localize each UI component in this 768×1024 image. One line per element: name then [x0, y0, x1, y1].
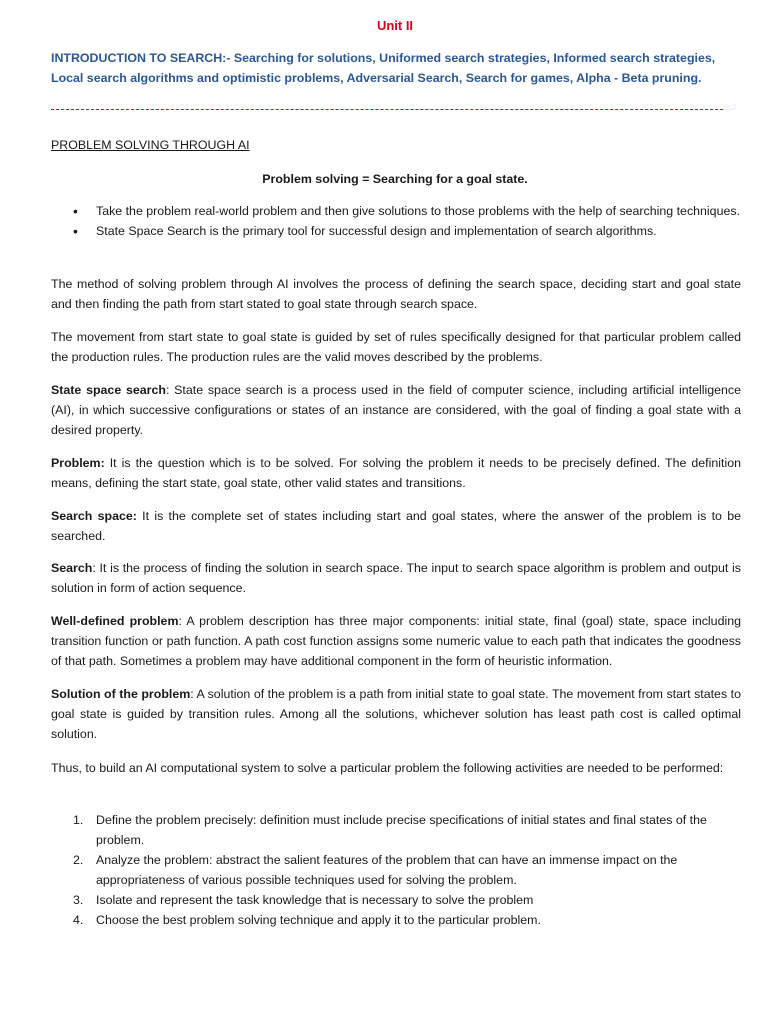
definition-search: : It is the process of finding the solution in search space. The input to search space algorithm is problem and output is solution in form of action sequence.	[51, 561, 741, 595]
paragraph-solution	[51, 684, 741, 744]
paragraph-state-space	[51, 380, 741, 440]
term-well-defined: Well-defined problem	[51, 614, 179, 628]
paragraph-search-space	[51, 506, 741, 546]
definition-solution: : A solution of the problem is a path from initial state to goal state. The movement from start states to goal state is guided by transition rules. Among all the solutions, whichever solution has least path cost is called optimal solution.	[51, 687, 741, 741]
term-search: Search	[51, 561, 93, 575]
list-item	[51, 890, 741, 910]
step-text: Define the problem precisely: definition must include precise specifications of initial states and final states of the problem.	[96, 813, 707, 847]
bullet-item: • Take the problem real-world problem and then give solutions to those problems with the help of searching techniques.	[51, 201, 741, 221]
term-search-space: Search space:	[51, 509, 137, 523]
list-item	[51, 910, 741, 930]
section-heading: PROBLEM SOLVING THROUGH AI	[51, 138, 250, 152]
formula-heading: Problem solving = Searching for a goal state.	[262, 172, 528, 186]
bullet-item: • State Space Search is the primary tool for successful design and implementation of search algorithms.	[51, 221, 741, 241]
dashed-divider	[51, 109, 723, 110]
definition-well-defined: : A problem description has three major components: initial state, final (goal) state, space including transition function or path function. A path cost function assigns some numeric value to each path that indicates the goodness of that path. Sometimes a problem may have additional component in the form of heuristic information.	[51, 614, 741, 668]
step-text: Analyze the problem: abstract the salient features of the problem that can have an immense impact on the appropriateness of various possible techniques used for solving the problem.	[96, 853, 678, 887]
paragraph-movement: The movement from start state to goal state is guided by set of rules specifically designed for that particular problem called the production rules. The production rules are the valid moves described by the problems.	[51, 330, 741, 364]
intro-summary: INTRODUCTION TO SEARCH:- Searching for solutions, Uniformed search strategies, Informed search strategies, Local search algorithms and optimistic problems, Adversarial Search, Search for games, Alpha - Beta pruning.	[51, 51, 716, 85]
paragraph-thus: Thus, to build an AI computational system to solve a particular problem the following activities are needed to be performed:	[51, 761, 724, 775]
list-item	[51, 810, 741, 850]
step-number: 2.	[73, 853, 84, 867]
paragraph-search	[51, 558, 741, 598]
list-item	[51, 850, 741, 890]
step-number: 1.	[73, 813, 84, 827]
step-number: 4.	[73, 913, 84, 927]
step-text: Isolate and represent the task knowledge that is necessary to solve the problem	[96, 893, 534, 907]
definition-problem: It is the question which is to be solved. For solving the problem it needs to be precisely defined. The definition means, defining the start state, goal state, other valid states and transitions.	[51, 456, 741, 490]
paragraph-problem	[51, 453, 741, 493]
paragraph-method: The method of solving problem through AI involves the process of defining the search space, deciding start and goal state and then finding the path from start stated to goal state through search space.	[51, 277, 741, 311]
paragraph-well-defined	[51, 611, 741, 671]
step-text: Choose the best problem solving technique and apply it to the particular problem.	[96, 913, 541, 927]
term-problem: Problem:	[51, 456, 105, 470]
definition-state-space: : State space search is a process used in the field of computer science, including artificial intelligence (AI), in which successive configurations or states of an instance are considered, with the goal of finding a goal state with a desired property.	[51, 383, 741, 437]
definition-search-space: It is the complete set of states including start and goal states, where the answer of the problem is to be searched.	[51, 509, 741, 543]
term-state-space: State space search	[51, 383, 166, 397]
step-number: 3.	[73, 893, 84, 907]
term-solution: Solution of the problem	[51, 687, 191, 701]
numbered-steps-list	[51, 810, 741, 930]
unit-title: Unit II	[376, 18, 414, 33]
bullet-list	[51, 201, 741, 241]
